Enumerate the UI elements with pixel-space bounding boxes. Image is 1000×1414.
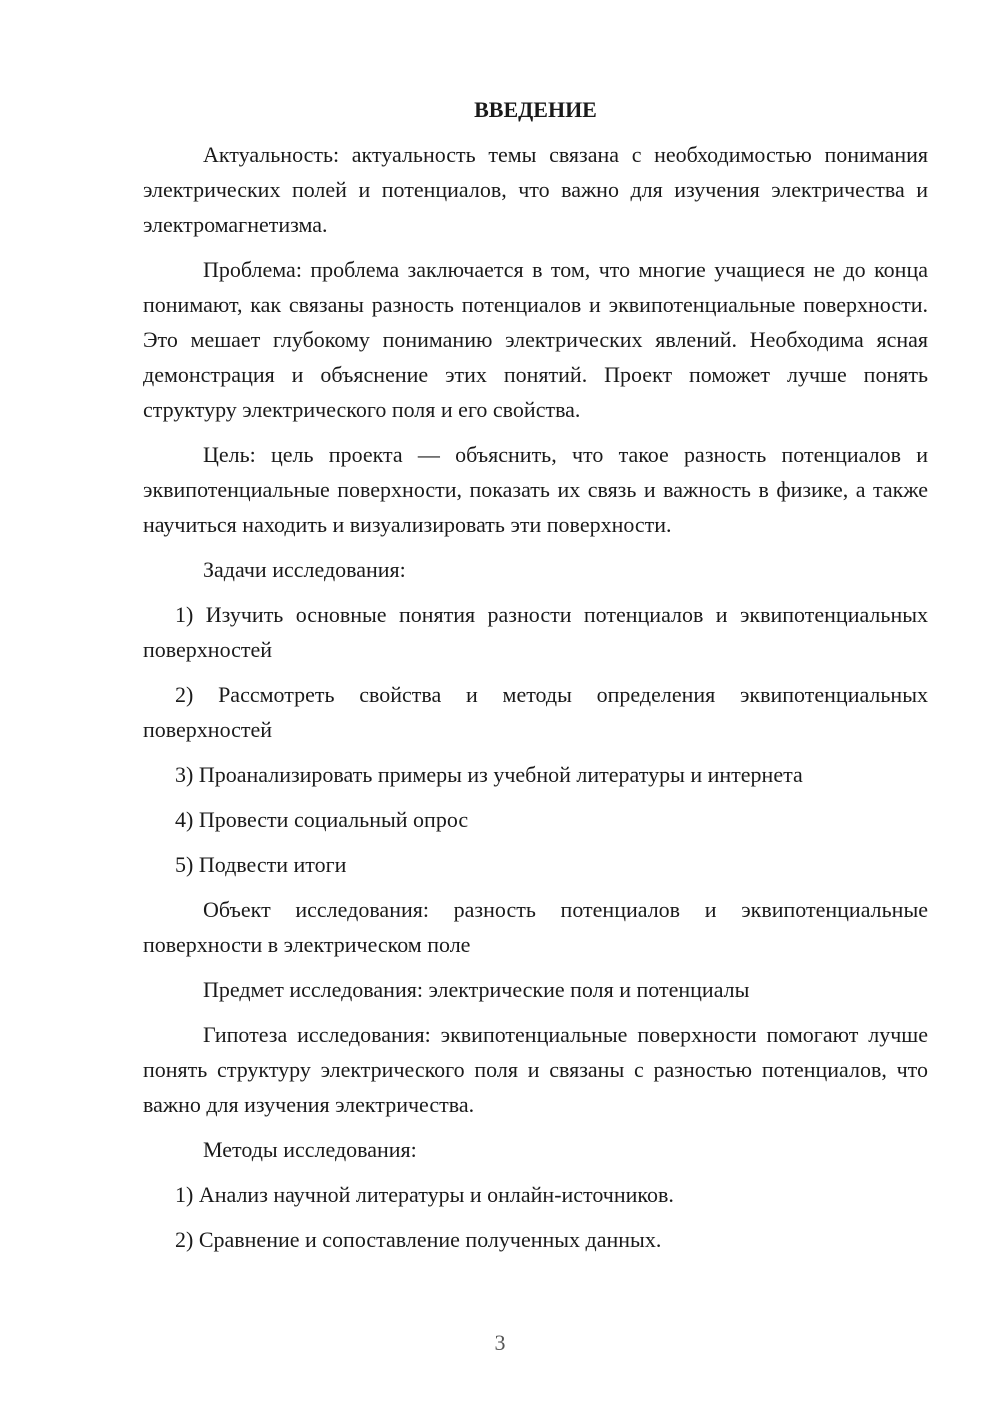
- task-item: 2) Рассмотреть свойства и методы определения эквипотенциальных поверхностей: [143, 682, 928, 742]
- task-item: 4) Провести социальный опрос: [175, 807, 469, 832]
- task-item: 5) Подвести итоги: [175, 852, 347, 877]
- goal-paragraph: Цель: цель проекта — объяснить, что такое разность потенциалов и эквипотенциальные поверхности, показать их связь и важность в физике, а также научиться находить и визуализировать эти поверхности.: [143, 442, 928, 537]
- section-title: ВВЕДЕНИЕ: [474, 97, 597, 122]
- tasks-heading: Задачи исследования:: [203, 557, 406, 582]
- subject-paragraph: Предмет исследования: электрические поля и потенциалы: [203, 977, 750, 1002]
- task-item: 3) Проанализировать примеры из учебной литературы и интернета: [175, 762, 803, 787]
- relevance-paragraph: Актуальность: актуальность темы связана с необходимостью понимания электрических полей и потенциалов, что важно для изучения электричества и электромагнетизма.: [143, 142, 928, 237]
- method-item: 1) Анализ научной литературы и онлайн-источников.: [175, 1182, 674, 1207]
- document-page: [143, 92, 928, 1267]
- page-number: 3: [494, 1330, 506, 1355]
- methods-heading: Методы исследования:: [203, 1137, 417, 1162]
- method-item: 2) Сравнение и сопоставление полученных данных.: [175, 1227, 662, 1252]
- problem-paragraph: Проблема: проблема заключается в том, что многие учащиеся не до конца понимают, как связаны разность потенциалов и эквипотенциальные поверхности. Это мешает глубокому пониманию электрических явлений. Необходима ясная демонстрация и объяснение этих понятий. Проект поможет лучше понять структуру электрического поля и его свойства.: [143, 257, 928, 422]
- hypothesis-paragraph: Гипотеза исследования: эквипотенциальные поверхности помогают лучше понять структуру электрического поля и связаны с разностью потенциалов, что важно для изучения электричества.: [143, 1022, 928, 1117]
- object-paragraph: Объект исследования: разность потенциалов и эквипотенциальные поверхности в электрическом поле: [143, 897, 928, 957]
- task-item: 1) Изучить основные понятия разности потенциалов и эквипотенциальных поверхностей: [143, 602, 928, 662]
